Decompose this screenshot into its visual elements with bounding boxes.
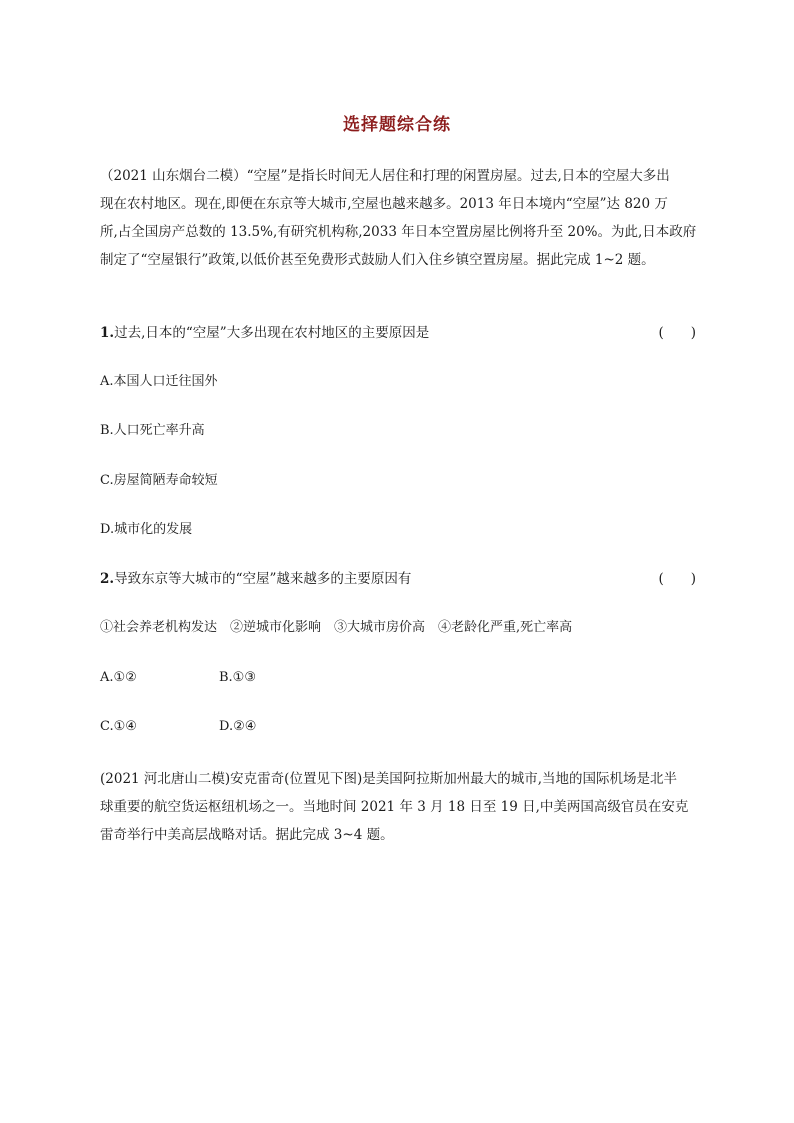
question-2-option-d: D.②④ — [219, 719, 257, 734]
question-2-option-c: C.①④ — [100, 719, 137, 734]
question-1-answer-blank: ( ) — [658, 325, 696, 341]
passage-1-line: （2021 山东烟台二模）“空屋”是指长时间无人居住和打理的闲置房屋。过去,日本的空屋大多出 — [100, 168, 670, 184]
question-2-number: 2. — [100, 571, 115, 587]
question-1 — [100, 321, 696, 345]
passage-2-line: 雷奇举行中美高层战略对话。据此完成 3~4 题。 — [100, 827, 394, 843]
passage-2-line: 球重要的航空货运枢纽机场之一。当地时间 2021 年 3 月 18 日至 19 日,中美两国高级官员在安克 — [100, 799, 689, 815]
passage-2 — [100, 765, 694, 849]
question-1-option-b: B.人口死亡率升高 — [100, 423, 205, 438]
question-2-answer-blank: ( ) — [658, 571, 696, 587]
question-1-number: 1. — [100, 325, 115, 341]
question-1-option-a: A.本国人口迁往国外 — [100, 374, 218, 389]
passage-2-line: (2021 河北唐山二模)安克雷奇(位置见下图)是美国阿拉斯加州最大的城市,当地的国际机场是北半 — [100, 771, 678, 787]
question-2-option-b: B.①③ — [219, 670, 256, 685]
question-1-text: 过去,日本的“空屋”大多出现在农村地区的主要原因是 — [114, 325, 430, 341]
question-2 — [100, 567, 696, 591]
passage-1 — [100, 162, 697, 274]
passage-1-line: 现在农村地区。现在,即便在东京等大城市,空屋也越来越多。2013 年日本境内“空屋”达 820 万 — [100, 196, 668, 212]
page-title: 选择题综合练 — [343, 115, 451, 135]
question-1-option-c: C.房屋简陋寿命较短 — [100, 473, 218, 488]
question-2-text: 导致东京等大城市的“空屋”越来越多的主要原因有 — [114, 571, 412, 587]
question-2-statements: ①社会养老机构发达 ②逆城市化影响 ③大城市房价高 ④老龄化严重,死亡率高 — [100, 620, 573, 635]
passage-1-line: 制定了“空屋银行”政策,以低价甚至免费形式鼓励人们入住乡镇空置房屋。据此完成 1~2 题。 — [100, 252, 655, 268]
question-2-option-a: A.①② — [100, 670, 137, 685]
passage-1-line: 所,占全国房产总数的 13.5%,有研究机构称,2033 年日本空置房屋比例将升至 20%。为此,日本政府 — [100, 224, 697, 240]
question-1-option-d: D.城市化的发展 — [100, 522, 193, 537]
